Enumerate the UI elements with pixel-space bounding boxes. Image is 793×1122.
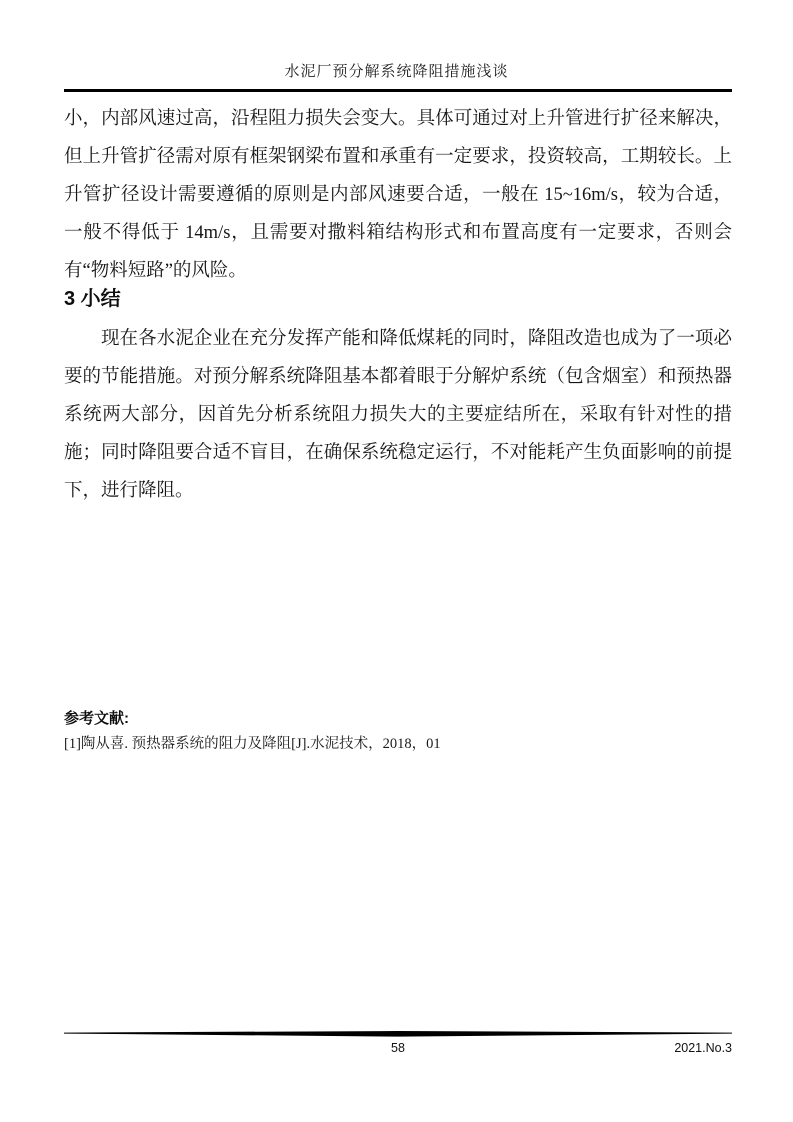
header-separator-rule: [64, 89, 732, 92]
footer-tapered-rule: [64, 1031, 732, 1037]
footer-page-number: 58: [391, 1041, 405, 1055]
references-heading: 参考文献:: [64, 710, 129, 727]
body-paragraph-2: 现在各水泥企业在充分发挥产能和降低煤耗的同时，降阻改造也成为了一项必要的节能措施。对预分解系统降阻基本都着眼于分解炉系统（包含烟室）和预热器系统两大部分，因首先分析系统阻力损失大的主要症结所在，采取有针对性的措施；同时降阻要合适不盲目，在确保系统稳定运行，不对能耗产生负面影响的前提下，进行降阻。: [64, 329, 732, 501]
footer-issue-label: 2021.No.3: [674, 1041, 732, 1055]
body-paragraph-1: 小，内部风速过高，沿程阻力损失会变大。具体可通过对上升管进行扩径来解决，但上升管扩径需对原有框架钢梁布置和承重有一定要求，投资较高，工期较长。上升管扩径设计需要遵循的原则是内部风速要合适，一般在 15~16m/s，较为合适，一般不得低于 14m/s，且需要对撒料箱结构形式和布置高度有一定要求，否则会有“物料短路”的风险。: [64, 109, 732, 281]
reference-item-1: [1]陶从喜. 预热器系统的阻力及降阻[J].水泥技术，2018，01: [64, 736, 441, 752]
footer: [64, 1039, 732, 1057]
section-heading-3-summary: 3 小结: [64, 288, 121, 310]
running-header-title: 水泥厂预分解系统降阻措施浅谈: [284, 64, 509, 80]
